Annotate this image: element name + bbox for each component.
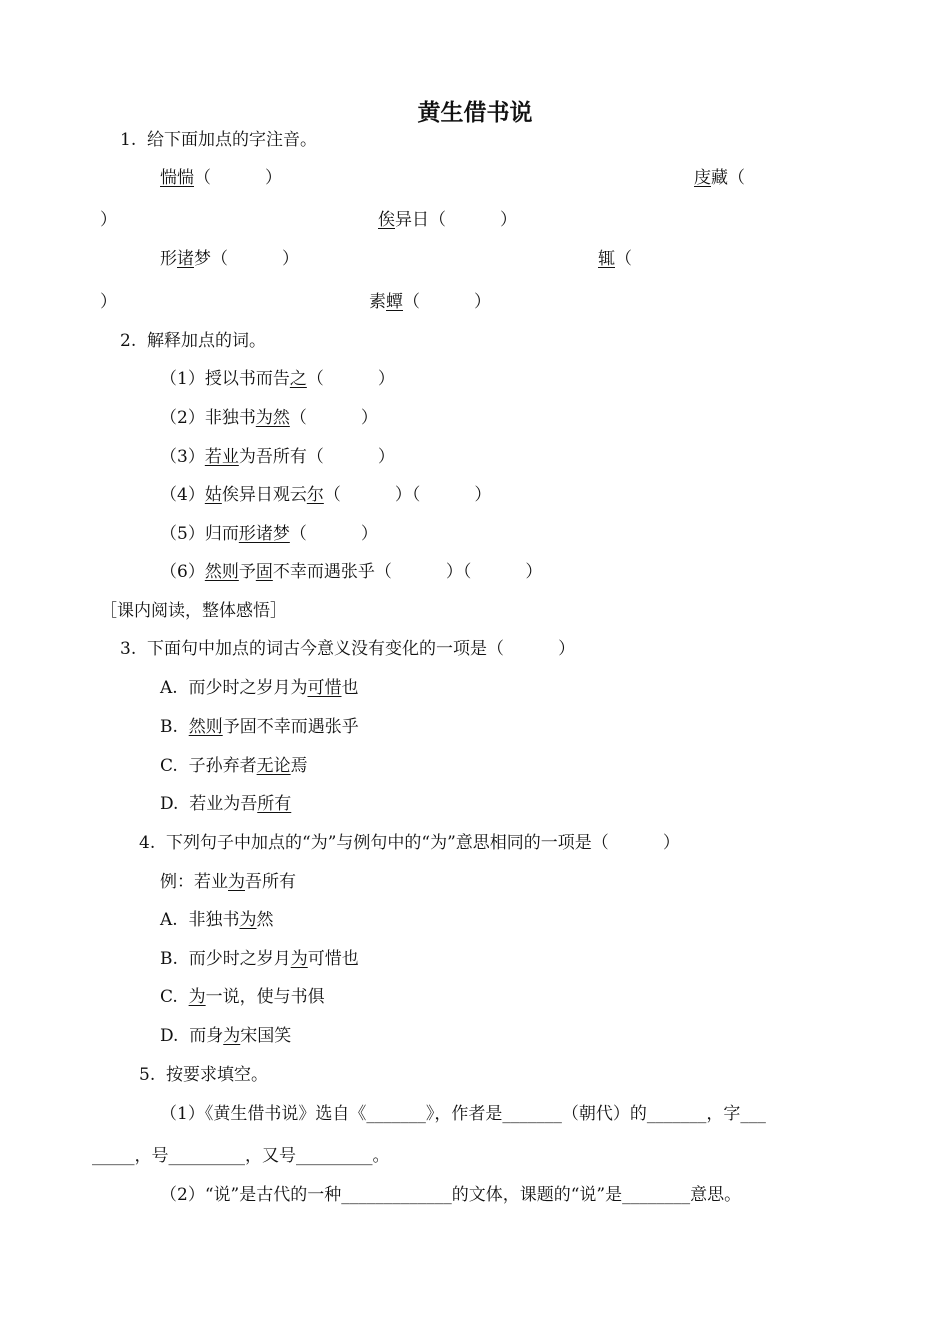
q4-heading: 4. 下列句子中加点的“为”与例句中的“为”意思相同的一项是（ ） [139, 833, 680, 853]
q3-option-b-mark: 然则 [188, 717, 223, 737]
q4-example [160, 871, 296, 893]
q2-item-4-mark-2: 尔 [306, 485, 324, 505]
q1-item-2-mark: 庋 [694, 168, 711, 188]
q3-option-b-text: B. [160, 717, 189, 737]
q4-option-d-mark: 为 [223, 1026, 241, 1046]
q2-heading: 2. 解释加点的词。 [120, 331, 267, 351]
q1-item-6 [369, 291, 491, 313]
q1-item-6-pre: 素 [369, 292, 386, 312]
q3-option-d-mark: 所有 [257, 794, 292, 814]
q4-option-a-tail: 然 [256, 910, 274, 930]
q4-option-c-tail: 一说，使与书俱 [205, 987, 325, 1007]
q2-item-5-text: （5）归而 [160, 524, 239, 544]
q3-option-a [160, 677, 359, 699]
q1-item-4 [160, 248, 299, 270]
q3-option-d [160, 793, 291, 815]
q2-item-5 [160, 523, 378, 545]
q1-item-5-post: （ [615, 249, 632, 269]
q2-item-2-mark: 为然 [255, 408, 290, 428]
q4-option-d [160, 1025, 291, 1047]
q5-line-3: （2）“说”是古代的一种_____________的文体，课题的“说”是________意思。 [160, 1185, 742, 1205]
q4-option-b-tail: 可惜也 [307, 949, 359, 969]
q3-heading: 3. 下面句中加点的词古今意义没有变化的一项是（ ） [120, 639, 576, 659]
q2-item-4-mark-1: 姑 [204, 485, 222, 505]
q1-item-6-post: （ ） [403, 292, 492, 312]
q1-item-5 [598, 248, 632, 270]
q3-option-b [160, 716, 359, 738]
section-heading: ［课内阅读，整体感悟］ [100, 601, 287, 621]
q4-option-c-mark: 为 [188, 987, 206, 1007]
q3-option-a-tail: 也 [341, 678, 359, 698]
q3-option-d-text: D. 若业为吾 [160, 794, 258, 814]
q4-option-b-mark: 为 [290, 949, 308, 969]
q1-item-2-post: 藏（ [711, 168, 745, 188]
q1-item-5-close: ） [100, 292, 117, 312]
q1-item-5-mark: 辄 [598, 249, 615, 269]
q4-example-text: 例：若业 [160, 872, 228, 892]
q1-item-4-mark: 诸 [177, 249, 194, 269]
q3-option-a-mark: 可惜 [307, 678, 342, 698]
q2-item-4-blank: （ ）（ ） [323, 485, 492, 505]
q1-item-1-mark: 惴惴 [160, 168, 194, 188]
q3-option-c-mark: 无论 [256, 756, 291, 776]
q2-item-4-text: （4） [160, 485, 205, 505]
q2-item-3 [160, 446, 395, 468]
q2-item-5-mark: 形诸梦 [238, 524, 290, 544]
q1-item-4-pre: 形 [160, 249, 177, 269]
q2-item-2-text: （2）非独书 [160, 408, 256, 428]
q2-item-6-text-2: 予 [238, 562, 256, 582]
q3-option-b-tail: 予固不幸而遇张乎 [222, 717, 359, 737]
q1-item-1 [160, 167, 282, 189]
q2-item-1-text: （1）授以书而告 [160, 369, 290, 389]
q1-item-3-post: 异日（ ） [395, 210, 518, 230]
q4-option-c [160, 986, 325, 1008]
q1-item-3 [378, 209, 517, 231]
q4-option-a-text: A. 非独书 [160, 910, 240, 930]
q1-item-3-mark: 俟 [378, 210, 395, 230]
q2-item-5-blank: （ ） [289, 524, 378, 544]
q2-item-6 [160, 561, 542, 583]
q4-example-mark: 为 [228, 872, 245, 892]
q1-item-2 [694, 167, 745, 189]
q2-item-4 [160, 484, 491, 506]
q4-option-c-text: C. [160, 987, 189, 1007]
q5-line-1: （1）《黄生借书说》选自《_______》，作者是_______（朝代）的_______，字___ [160, 1104, 766, 1124]
q1-item-1-post: （ ） [194, 168, 283, 188]
q2-item-2-blank: （ ） [289, 408, 378, 428]
q2-item-1-mark: 之 [289, 369, 307, 389]
q2-item-6-mark-1: 然则 [204, 562, 239, 582]
q1-item-2-close: ） [100, 210, 117, 230]
q4-option-d-tail: 宋国笑 [240, 1026, 292, 1046]
q3-option-c [160, 755, 308, 777]
q4-option-a-mark: 为 [239, 910, 257, 930]
q4-option-b [160, 948, 359, 970]
q1-item-6-mark: 蟫 [386, 292, 403, 312]
q1-item-4-post: 梦（ ） [194, 249, 300, 269]
q1-heading: 1. 给下面加点的字注音。 [120, 130, 318, 150]
q2-item-3-blank: 为吾所有（ ） [238, 447, 395, 467]
page-title: 黄生借书说 [417, 100, 533, 126]
q2-item-6-mark-2: 固 [255, 562, 273, 582]
q4-option-a [160, 909, 274, 931]
q3-option-c-text: C. 子孙弃者 [160, 756, 257, 776]
q4-example-tail: 吾所有 [245, 872, 296, 892]
q3-option-a-text: A. 而少时之岁月为 [160, 678, 308, 698]
q2-item-3-mark: 若业 [204, 447, 239, 467]
q2-item-3-text: （3） [160, 447, 205, 467]
q2-item-1 [160, 368, 395, 390]
q2-item-4-text-2: 俟异日观云 [221, 485, 307, 505]
q5-heading: 5. 按要求填空。 [139, 1065, 269, 1085]
q4-option-d-text: D. 而身 [160, 1026, 224, 1046]
q5-line-2: _____，号_________，又号_________。 [92, 1146, 390, 1166]
q3-option-c-tail: 焉 [290, 756, 308, 776]
q2-item-6-text: （6） [160, 562, 205, 582]
q2-item-6-blank: 不幸而遇张乎（ ）（ ） [272, 562, 543, 582]
q4-option-b-text: B. 而少时之岁月 [160, 949, 291, 969]
q2-item-1-blank: （ ） [306, 369, 395, 389]
q2-item-2 [160, 407, 378, 429]
